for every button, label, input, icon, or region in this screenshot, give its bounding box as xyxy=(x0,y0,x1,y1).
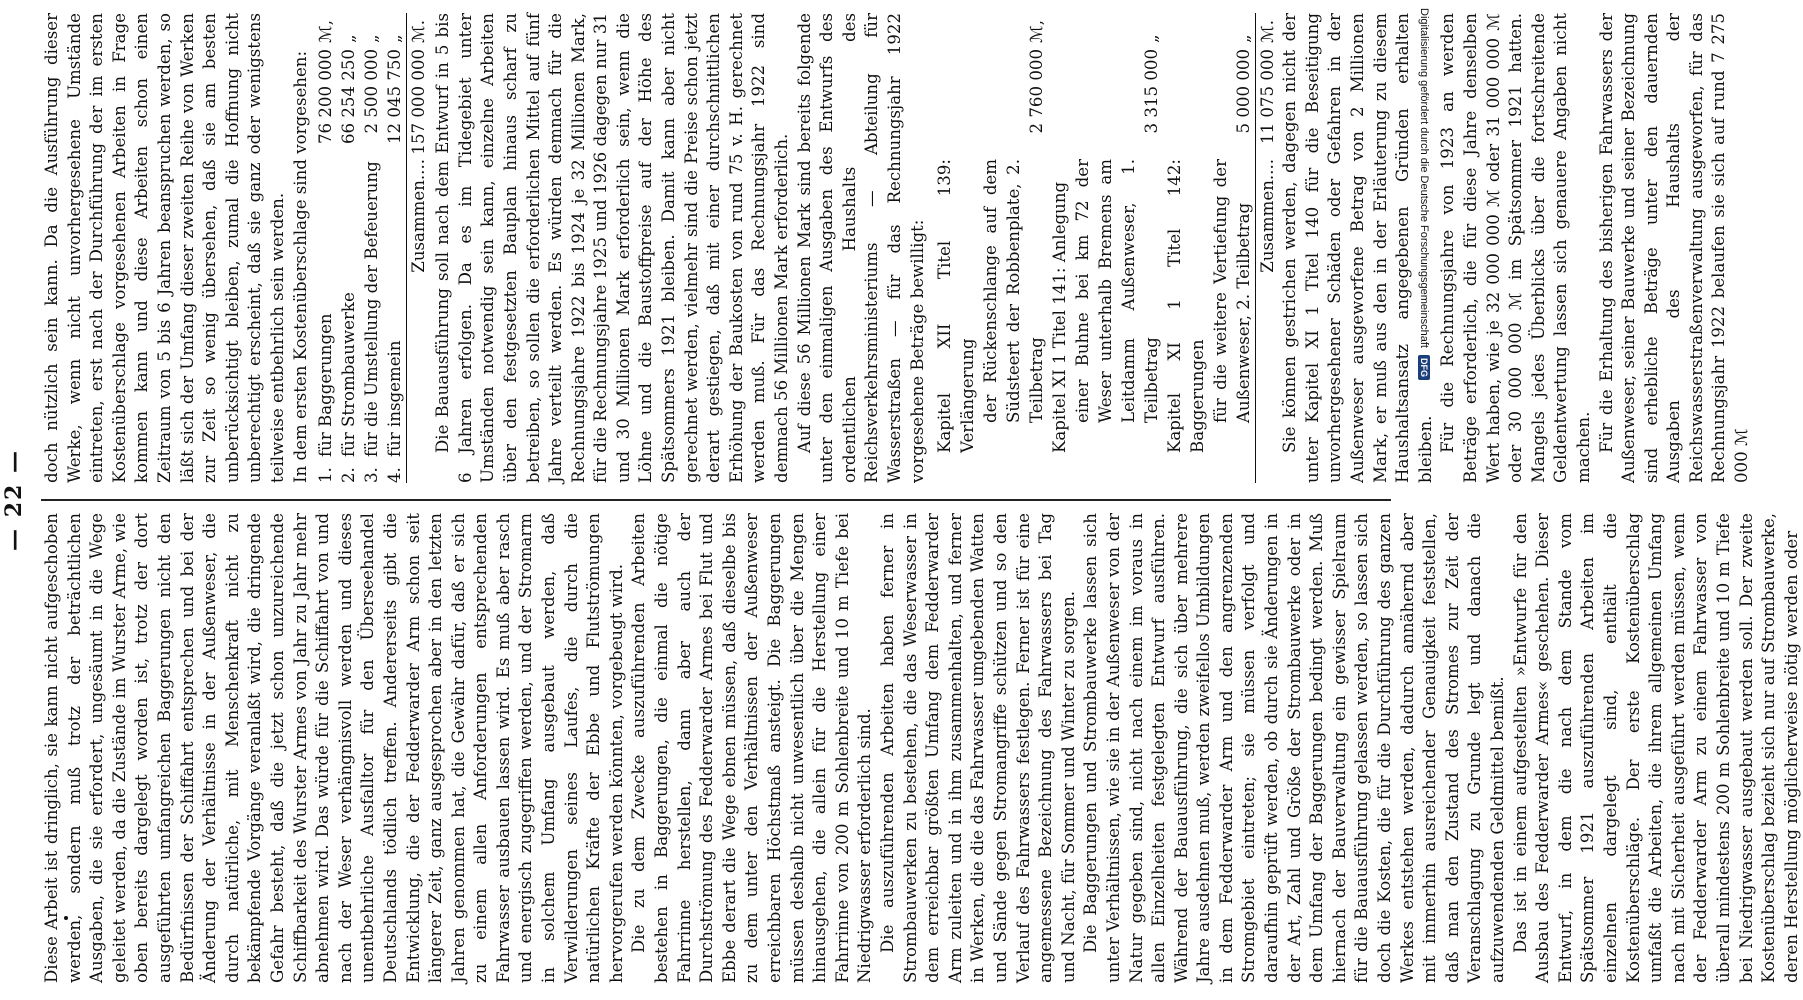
kapitel-heading: Kapitel XII Titel 139: Verlängerung xyxy=(935,159,978,453)
paragraph: Die auszuführenden Arbeiten haben ferner in Strombauwerken zu bestehen, die das Weserwasser in dem erreichbar größten Umfang dem Fedderwarder Arm zuleiten und in ihm zusammenhalten, und ferner in Werken, die die das Fahrwasser umgebenden Watten und Sände gegen Stromangriffe schützen und so den Verlauf des Fahrwassers festlegen. Ferner ist für eine angemessene Bezeichnung des Fahrwassers bei Tag und Nacht, für Sommer und Winter zu sorgen. xyxy=(877,513,1078,983)
cost-number: 1. xyxy=(316,467,336,483)
digitization-note xyxy=(1418,8,1430,380)
paragraph: Das ist in einem aufgestellten »Entwurfe für den Ausbau des Fedderwarder Armes« geschehen. Dieser Entwurf, in dem die nach dem Stande vom Spätsommer 1921 auszuführenden Arbeiten im einzelnen dargelegt sind, enthält die Kostenüberschläge. Der erste Kostenüberschlag umfaßt die Arbeiten, die ihrem allgemeinen Umfang nach mit Sicherheit ausgeführt werden müssen, wenn der Fedderwarder Arm zu einem Fahrwasser von überall mindestens 200 m Sohlenbreite und 10 m Tiefe bei Niedrigwasser ausgebaut werden soll. Der zweite Kostenüberschlag bezieht sich nur auf Strombauwerke, deren Herstellung möglicherweise nötig werden oder xyxy=(1510,513,1801,983)
left-column xyxy=(41,513,1801,983)
cost-row xyxy=(314,13,337,483)
kapitel-sum-label: Zusammen.... xyxy=(1256,159,1280,483)
cost-label: für Strombauwerke xyxy=(339,292,359,457)
paragraph: Die Baggerungen und Strombauwerke lassen sich unter Verhältnissen, wie sie in der Außenweser von der Natur gegeben sind, nicht nach einem im voraus in allen Einzelheiten festgelegten Entwurf ausführen. Während der Bauausführung, die sich über mehrere Jahre ausdehnen muß, werden zweifellos Umbildungen in dem Fedderwarder Arm und den angrenzenden Stromgebiet eintreten; sie müssen verfolgt und daraufhin geprüft werden, ob durch sie Änderungen in der Art, Zahl und Größe der Strombauwerke oder in dem Umfang der Baggerungen bedingt werden. Muß hiernach der Bauverwaltung ein gewisser Spielraum für die Bauausführung gelassen werden, so lassen sich doch die Kosten, die für die Durchführung des ganzen Werkes entstehen werden, dadurch annähernd aber mit immerhin ausreichender Genauigkeit feststellen, daß man den Zustand des Stromes zur Zeit der Veranschlagung zu Grunde legt und danach die aufzuwendenden Geldmittel bemißt. xyxy=(1081,513,1507,983)
kapitel-unit: ℳ, xyxy=(1027,19,1047,43)
cost-list-intro: In dem ersten Kostenüberschlage sind vorgesehen: xyxy=(290,50,310,483)
kapitel-amount: 3 315 000 xyxy=(1142,49,1162,134)
kapitel-sum-amount: 11 075 000 xyxy=(1256,49,1280,159)
cost-number: 4. xyxy=(385,467,405,483)
kapitel-unit: „ xyxy=(1234,34,1254,43)
kapitel-heading: Kapitel XI 1 Titel 141: Anlegung xyxy=(1050,181,1070,453)
paragraph: Für die Rechnungsjahre von 1923 an werden Beträge erforderlich, die für diese Jahre denselben Wert haben, wie je 32 000 000 ℳ oder 31 000 000 ℳ oder 30 000 000 ℳ im Spätsommer 1921 hatten. Mangels jedes Überblicks über die fortschreitende Geldentwertung lassen sich genauere Angaben nicht machen. xyxy=(1438,13,1593,483)
cost-amount: 2 500 000 xyxy=(362,49,382,134)
kapitel-sum-row xyxy=(1256,13,1280,483)
kapitel-heading: Kapitel XI 1 Titel 142: Baggerungen xyxy=(1165,159,1208,453)
kapitel-row xyxy=(1048,13,1163,483)
paragraph: Für die Erhaltung des bisherigen Fahrwassers der Außenweser, seiner Bauwerke und seiner Bezeichnung sind erhebliche Beträge unter den dauernden Ausgaben des Haushalts der Reichswasserstraßenverwaltung ausgeworfen, für das Rechnungsjahr 1922 belaufen sie sich auf rund 7 275 000 ℳ xyxy=(1596,13,1752,483)
kapitel-body: der Rückenschlange auf dem Südsteert der Robbenplate, 2. Teilbetrag xyxy=(981,159,1047,423)
cost-sum-unit: ℳ. xyxy=(407,13,431,49)
paragraph: Die Bauausführung soll nach dem Entwurf in 5 bis 6 Jahren erfolgen. Da es im Tidegebiet unter Umständen notwendig sein kann, einzelne Arbeiten über den festgesetzten Bauplan hinaus scharf zu betreiben, so sollen die erforderlichen Mittel auf fünf Jahre verteilt werden. Es würden demnach für die Rechnungsjahre 1922 bis 1924 je 32 Millionen Mark, für die Rechnungsjahre 1925 und 1926 dagegen nur 31 und 30 Millionen Mark erforderlich sein, wenn die Löhne und die Baustoffpreise auf der Höhe des Spätsommers 1921 bleiben. Damit kann aber nicht gerechnet werden, vielmehr sind die Preise schon jetzt derart gestiegen, daß mit einer durchschnittlichen Erhöhung der Baukosten von rund 75 v. H. gerechnet werden muß. Für das Rechnungsjahr 1922 sind demnach 56 Millionen Mark erforderlich. xyxy=(433,13,792,483)
paragraph: Diese Arbeit ist dringlich, sie kann nicht aufgeschoben werden, sondern muß trotz der beträchtlichen Ausgaben, die sie erfordert, ungesäumt in die Wege geleitet werden, da die Zustände im Wurster Arme, wie oben bereits dargelegt worden ist, trotz der dort ausgeführten umfangreichen Baggerungen nicht den Bedürfnissen der Schiffahrt entsprechen und bei der Änderung der Verhältnisse in der Außenweser, die durch natürliche, mit Menschenkraft nicht zu bekämpfende Vorgänge veranlaßt wird, die dringende Gefahr besteht, daß die jetzt schon unzureichende Schiffbarkeit des Wurster Armes von Jahr zu Jahr mehr abnehmen wird. Das würde für die Schiffahrt von und nach der Weser verhängnisvoll werden und dieses unentbehrliche Ausfalltor für den Überseehandel Deutschlands tödlich treffen. Andererseits gibt die Entwicklung, die der Fedderwarder Arm schon seit längerer Zeit, ganz ausgesprochen aber in den letzten Jahren genommen hat, die Gewähr dafür, daß er sich zu einem allen Anforderungen entsprechenden Fahrwasser ausbauen lassen wird. Es muß aber rasch und energisch zugegriffen werden, und der Stromarm in solchem Umfang ausgebaut werden, daß Verwilderungen seines Laufes, die durch die natürlichen Kräfte der Ebbe und Flutströmungen hervorgerufen werden könnten, vorgebeugt wird. xyxy=(42,513,626,983)
cost-sum-label: Zusammen.... xyxy=(407,159,431,457)
paragraph: Die zu dem Zwecke auszuführenden Arbeiten bestehen in Baggerungen, die einmal die nötige Fahrrinne herstellen, dann aber auch der Durchströmung des Fedderwarder Armes bei Flut und Ebbe derart die Wege ebnen müssen, daß dieselbe bis zu dem unter den Verhältnissen der Außenweser erreichbaren Höchstmaß ansteigt. Die Baggerungen müssen deshalb nicht unwesentlich über die Mengen hinausgehen, die allein für die Herstellung einer Fahrrinne von 200 m Sohlenbreite und 10 m Tiefe bei Niedrigwasser erforderlich sind. xyxy=(629,513,875,983)
paragraph: Auf diese 56 Millionen Mark sind bereits folgende unter den einmaligen Ausgaben des Entwurfs des ordentlichen Haushalts des Reichsverkehrsministeriums — Abteilung für Wasserstraßen — für das Rechnungsjahr 1922 vorgesehene Beträge bewilligt: xyxy=(794,13,927,483)
cost-amount: 12 045 750 xyxy=(385,49,405,145)
cost-row xyxy=(337,13,360,483)
kapitel-body: für die weitere Vertiefung der Außenweser, 2. Teilbetrag xyxy=(1211,159,1254,423)
kapitel-body: einer Buhne bei km 72 der Weser unterhalb Bremens am Leitdamm Außenweser, 1. Teilbetrag xyxy=(1073,159,1162,423)
digitization-note-text: Digitalisierung gefördert durch die Deutsche Forschungsgemeinschaft xyxy=(1418,8,1430,348)
cost-amount: 76 200 000 xyxy=(316,49,336,145)
dfg-logo: DFG xyxy=(1418,355,1430,380)
cost-unit: „ xyxy=(385,34,405,43)
cost-amount: 66 254 250 xyxy=(339,49,359,145)
cost-sum-amount: 157 000 000 xyxy=(407,49,431,159)
kapitel-row xyxy=(1163,13,1256,483)
kapitel-amount: 5 000 000 xyxy=(1234,49,1254,134)
cost-label: für Baggerungen xyxy=(316,313,336,457)
kapitel-amount: 2 760 000 xyxy=(1027,49,1047,134)
cost-unit: „ xyxy=(339,34,359,43)
cost-number: 3. xyxy=(362,467,382,483)
cost-table xyxy=(314,13,430,483)
kapitel-row xyxy=(933,13,1048,483)
cost-row xyxy=(383,13,407,483)
paragraph: doch nützlich sein kann. Da die Ausführung dieser Werke, wenn nicht unvorhergesehene Umstände eintreten, erst nach der Durchführung der im ersten Kostenüberschlage vorgesehenen Arbeiten in Frage kommen kann und diese Arbeiten schon einen Zeitraum von 5 bis 6 Jahren beanspruchen werden, so läßt sich der Umfang dieser zweiten Reihe von Werken zur Zeit so wenig übersehen, daß sie am besten unberücksichtigt bleiben, zumal die Hoffnung nicht unberechtigt erscheint, daß sie ganz oder wenigstens teilweise entbehrlich sein werden. xyxy=(42,13,287,483)
cost-label: für die Umstellung der Befeuerung xyxy=(362,161,382,457)
cost-row xyxy=(360,13,383,483)
cost-number: 2. xyxy=(339,467,359,483)
cost-label: für insgemein xyxy=(385,340,405,457)
kapitel-table xyxy=(933,13,1279,483)
cost-unit: ℳ, xyxy=(316,19,336,43)
cost-unit: „ xyxy=(362,34,382,43)
page-number: — 22 — xyxy=(1,449,27,551)
cost-sum-row xyxy=(407,13,431,483)
paragraph: Sie können gestrichen werden, dagegen nicht der unter Kapitel XI 1 Titel 140 für die Beseitigung unvorhergesehener Schäden oder Gefahren in der Außenweser ausgeworfene Betrag von 2 Millionen Mark, er muß aus den in der Erläuterung zu diesem Haushaltsansatz angegebenen Gründen erhalten bleiben. xyxy=(1280,13,1435,483)
column-divider xyxy=(41,499,1391,501)
kapitel-sum-unit: ℳ. xyxy=(1256,13,1280,49)
kapitel-unit: „ xyxy=(1142,34,1162,43)
